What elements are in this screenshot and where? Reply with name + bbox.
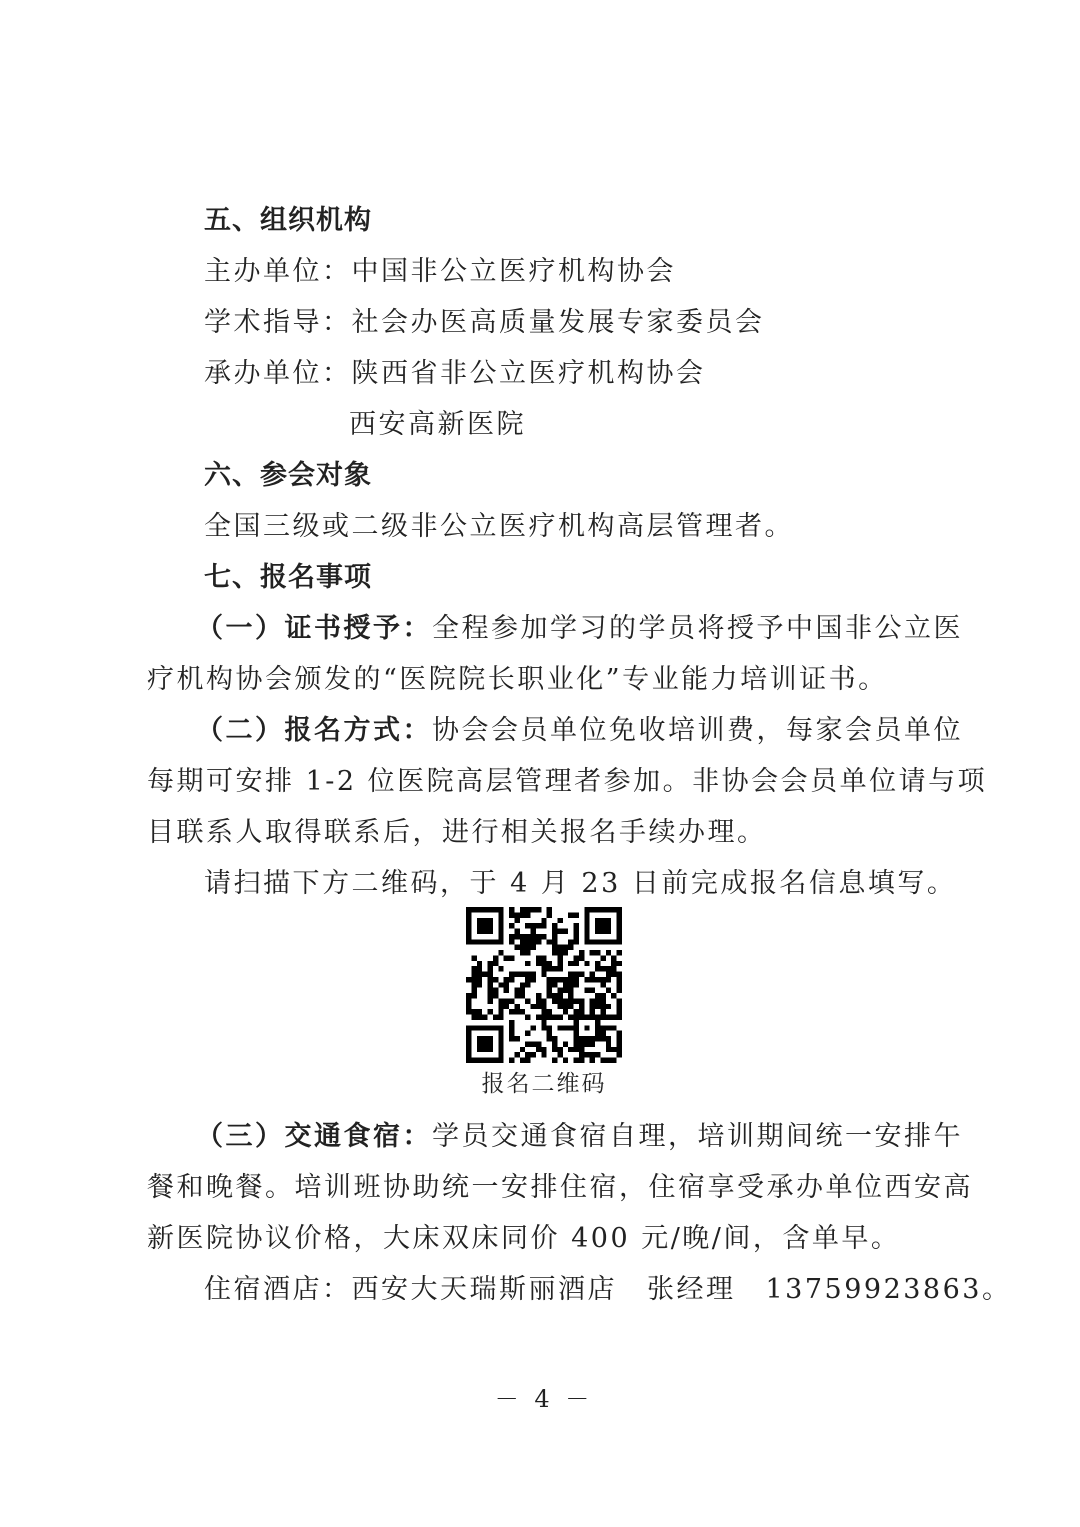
scan-text: 请扫描下方二维码，于 4 月 23 日前完成报名信息填写。 bbox=[204, 868, 957, 899]
section-7-heading bbox=[0, 560, 1080, 596]
attendee-line bbox=[0, 509, 1080, 545]
hotel-phone: 13759923863。 bbox=[765, 1274, 1012, 1305]
organizer-value-1: 陕西省非公立医疗机构协会 bbox=[351, 358, 706, 389]
cert-text-2: 疗机构协会颁发的“医院院长职业化”专业能力培训证书。 bbox=[147, 664, 888, 695]
travel-line-3 bbox=[0, 1221, 1080, 1257]
hotel-contact: 张经理 bbox=[647, 1274, 736, 1305]
travel-line-2 bbox=[0, 1170, 1080, 1206]
organizer-value-2: 西安高新医院 bbox=[349, 409, 526, 440]
travel-line-1 bbox=[0, 1119, 1080, 1155]
travel-text-3: 新医院协议价格，大床双床同价 400 元/晚/间，含单早。 bbox=[147, 1223, 901, 1254]
cert-line-2 bbox=[0, 662, 1080, 698]
guide-line bbox=[0, 305, 1080, 341]
qr-code-icon[interactable] bbox=[466, 907, 622, 1063]
signup-label: （二）报名方式： bbox=[196, 715, 432, 746]
signup-line-3 bbox=[0, 815, 1080, 851]
cert-label: （一）证书授予： bbox=[196, 613, 432, 644]
section-5-heading bbox=[0, 203, 1080, 239]
scan-line bbox=[0, 866, 1080, 902]
guide-value: 社会办医高质量发展专家委员会 bbox=[351, 307, 765, 338]
host-value: 中国非公立医疗机构协会 bbox=[351, 256, 676, 287]
signup-text-2: 每期可安排 1-2 位医院高层管理者参加。非协会会员单位请与项 bbox=[147, 766, 988, 797]
page-number: － 4 － bbox=[494, 1385, 594, 1413]
host-line bbox=[0, 254, 1080, 290]
signup-text-1: 协会会员单位免收培训费，每家会员单位 bbox=[432, 715, 963, 746]
qr-caption: 报名二维码 bbox=[481, 1071, 607, 1097]
cert-text-1: 全程参加学习的学员将授予中国非公立医 bbox=[432, 613, 963, 644]
section-5-heading-text: 五、组织机构 bbox=[204, 205, 372, 236]
signup-line-1 bbox=[0, 713, 1080, 749]
guide-label: 学术指导： bbox=[204, 307, 352, 338]
hotel-line bbox=[0, 1272, 1080, 1308]
signup-line-2 bbox=[0, 764, 1080, 800]
hotel-name: 西安大天瑞斯丽酒店 bbox=[351, 1274, 617, 1305]
travel-text-1: 学员交通食宿自理，培训期间统一安排午 bbox=[432, 1121, 963, 1152]
travel-label: （三）交通食宿： bbox=[196, 1121, 432, 1152]
organizer-line-2 bbox=[0, 407, 1080, 443]
organizer-line bbox=[0, 356, 1080, 392]
organizer-label: 承办单位： bbox=[204, 358, 352, 389]
hotel-label: 住宿酒店： bbox=[204, 1274, 352, 1305]
section-6-heading bbox=[0, 458, 1080, 494]
section-6-heading-text: 六、参会对象 bbox=[204, 460, 372, 491]
travel-text-2: 餐和晚餐。培训班协助统一安排住宿，住宿享受承办单位西安高 bbox=[147, 1172, 973, 1203]
signup-text-3: 目联系人取得联系后，进行相关报名手续办理。 bbox=[147, 817, 767, 848]
attendee-text: 全国三级或二级非公立医疗机构高层管理者。 bbox=[204, 511, 794, 542]
host-label: 主办单位： bbox=[204, 256, 352, 287]
cert-line-1 bbox=[0, 611, 1080, 647]
qr-code-graphic bbox=[466, 907, 622, 1063]
section-7-heading-text: 七、报名事项 bbox=[204, 562, 372, 593]
